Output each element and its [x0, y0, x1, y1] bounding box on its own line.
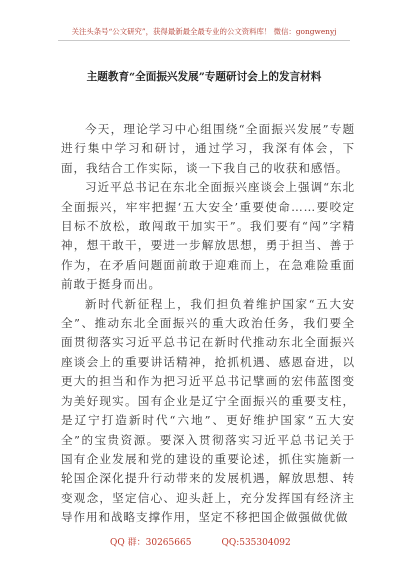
- document-title: 主题教育“全面振兴发展”专题研讨会上的发言材料: [86, 71, 322, 83]
- document-body: [61, 120, 355, 528]
- paragraph-1: 今天，理论学习中心组围绕“全面振兴发展”专题进行集中学习和研讨，通过学习，我深有体会，下面，我结合工作实际，谈一下我自己的收获和感悟。: [61, 122, 355, 175]
- paragraph-2: 习近平总书记在东北全面振兴座谈会上强调“东北全面振兴，牢牢把握‘五大安全’重要使命……要咬定目标不放松，敢闯敢干加实干”。我们要有“闯”字精神，想干敢干，要进一步解放思想，勇于担当、善于作为，在矛盾问题面前敢于迎难而上，在急难险重面前敢于挺身而出。: [61, 180, 355, 292]
- footer-contact: [110, 537, 300, 549]
- footer-qq-group: QQ 群：30265665: [110, 538, 192, 548]
- header-divider: [58, 40, 350, 41]
- paragraph-3: 新时代新征程上，我们担负着维护国家“五大安全”、推动东北全面振兴的重大政治任务，我们要全面贯彻落实习近平总书记在新时代推动东北全面振兴座谈会上的重要讲话精神，抢抓机遇、感恩奋进，以更大的担当和作为把习近平总书记擘画的宏伟蓝图变为美好现实。国有企业是辽宁全面振兴的重要支柱，是辽宁打造新时代“六地”、更好维护国家“五大安全”的宝贵资源。要深入贯彻落实习近平总书记关于国有企业发展和党的建设的重要论述，抓住实施新一轮国企深化提升行动带来的发展机遇，解放思想、转变观念，坚定信心、迎头赶上，充分发挥国有经济主导作用和战略支撑作用，坚定不移把国企做强做优做: [61, 296, 355, 525]
- footer-qq: QQ:535304092: [221, 538, 291, 548]
- header-notice: 关注头条号“公文研究”，获得最新最全最专业的公文资料库！ 微信：gongwenyj: [71, 27, 337, 36]
